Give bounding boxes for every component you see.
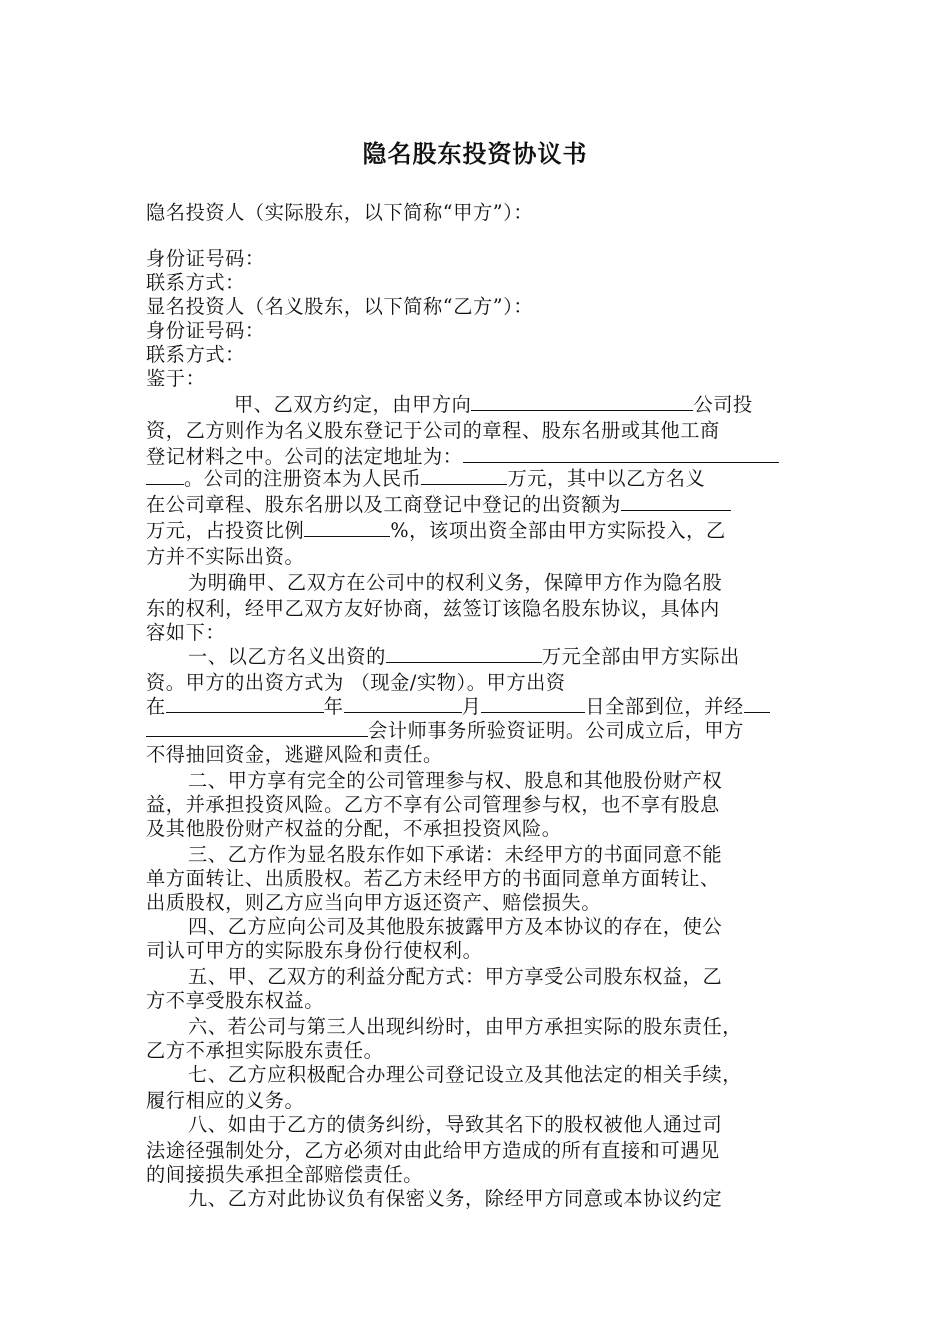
text: 万元，占投资比例 [146,519,305,542]
text: 单方面转让、出质股权。若乙方未经甲方的书面同意单方面转让、 [146,867,720,890]
blank-contribution [386,644,542,663]
clause-1 [188,644,740,670]
paragraph-line [146,694,770,720]
text: 年 [323,695,344,718]
paragraph-line [146,718,744,744]
text: 方不享受股东权益。 [146,989,325,1012]
blank-address-cont [146,466,184,485]
blank-firm-cont [146,718,368,737]
text: 不得抽回资金，逃避风险和责任。 [146,743,443,766]
blank-day [481,694,585,713]
paragraph-line [146,492,731,518]
text: 九、乙方对此协议负有保密义务，除经甲方同意或本协议约定 [188,1187,723,1210]
text: 公司投 [693,393,753,416]
text: 身份证号码： [146,319,265,342]
text: 会计师事务所验资证明。公司成立后，甲方 [368,719,744,742]
line-id-b [146,318,265,344]
paragraph-line [146,866,720,892]
paragraph-line [146,792,720,818]
text: 一、以乙方名义出资的 [188,645,386,668]
blank-year [166,694,324,713]
text: 。公司的注册资本为人民币 [184,467,422,490]
text: 五、甲、乙双方的利益分配方式：甲方享受公司股东权益，乙 [188,965,723,988]
paragraph-line [146,1038,383,1064]
text: 二、甲方享有完全的公司管理参与权、股息和其他股份财产权 [188,769,723,792]
blank-address [463,444,779,463]
paragraph-line [146,466,705,492]
blank-company-name [471,392,693,411]
paragraph-line [146,816,562,842]
paragraph-line [146,544,304,570]
text: 甲、乙双方约定，由甲方向 [234,393,472,416]
paragraph-line [188,570,722,596]
paragraph-line [234,392,753,418]
line-contact-a [146,270,245,296]
text: 出质股权，则乙方应当向甲方返还资产、赔偿损失。 [146,891,602,914]
text: 在 [146,695,166,718]
text: 的间接损失承担全部赔偿责任。 [146,1163,424,1186]
clause-6 [188,1014,742,1040]
blank-capital-amount [621,492,731,511]
text: 方并不实际出资。 [146,545,305,568]
blank-firm [744,694,770,713]
text: 身份证号码： [146,247,265,270]
paragraph-line [146,418,720,444]
text: 显名投资人（名义股东，以下简称“乙方”）： [146,295,534,318]
text: 益，并承担投资风险。乙方不享有公司管理参与权，也不享有股息 [146,793,720,816]
blank-month [344,694,462,713]
text: 联系方式： [146,343,245,366]
paragraph-line [146,1162,423,1188]
text: 八、如由于乙方的债务纠纷，导致其名下的股权被他人通过司 [188,1113,723,1136]
line-party-b [146,294,533,320]
line-party-a [146,200,533,226]
blank-registered-capital [421,466,507,485]
paragraph-line [146,1088,304,1114]
text: 鉴于： [146,367,206,390]
clause-7 [188,1062,742,1088]
line-id-a [146,246,265,272]
text: 容如下： [146,621,226,644]
text: %，该项出资全部由甲方实际投入，乙 [390,519,726,542]
blank-ratio [304,518,390,537]
clause-5 [188,964,722,990]
text: 月 [461,695,482,718]
paragraph-line [146,518,726,544]
text: 资，乙方则作为名义股东登记于公司的章程、股东名册或其他工商 [146,419,720,442]
text: 在公司章程、股东名册以及工商登记中登记的出资额为 [146,493,621,516]
text: 为明确甲、乙双方在公司中的权利义务，保障甲方作为隐名股 [188,571,723,594]
paragraph-line [146,1138,720,1164]
text: 联系方式： [146,271,245,294]
text: 三、乙方作为显名股东作如下承诺：未经甲方的书面同意不能 [188,843,723,866]
clause-3 [188,842,722,868]
paragraph-line [146,670,566,696]
text: 履行相应的义务。 [146,1089,305,1112]
document-title: 隐名股东投资协议书 [362,139,588,168]
text: 乙方不承担实际股东责任。 [146,1039,384,1062]
text: 六、若公司与第三人出现纠纷时，由甲方承担实际的股东责任， [188,1015,743,1038]
text: 司认可甲方的实际股东身份行使权利。 [146,939,483,962]
text: 资。甲方的出资方式为 （现金/实物）。甲方出资 [146,671,566,694]
text: 四、乙方应向公司及其他股东披露甲方及本协议的存在，使公 [188,915,723,938]
text: 东的权利，经甲乙双方友好协商，兹签订该隐名股东协议，具体内 [146,597,720,620]
paragraph-line [146,890,601,916]
line-whereas [146,366,205,392]
text: 登记材料之中。公司的法定地址为： [146,445,463,468]
clause-2 [188,768,722,794]
text: 及其他股份财产权益的分配，不承担投资风险。 [146,817,562,840]
paragraph-line [146,620,225,646]
paragraph-line [146,742,443,768]
clause-8 [188,1112,722,1138]
text: 法途径强制处分，乙方必须对由此给甲方造成的所有直接和可遇见 [146,1139,720,1162]
clause-4 [188,914,722,940]
clause-9 [188,1186,722,1212]
paragraph-line [146,988,324,1014]
text: 万元，其中以乙方名义 [507,467,706,490]
paragraph-line [146,596,720,622]
line-contact-b [146,342,245,368]
text: 日全部到位，并经 [585,695,744,718]
paragraph-line [146,938,482,964]
text: 隐名投资人（实际股东，以下简称“甲方”）： [146,201,534,224]
text: 万元全部由甲方实际出 [541,645,740,668]
text: 七、乙方应积极配合办理公司登记设立及其他法定的相关手续， [188,1063,743,1086]
